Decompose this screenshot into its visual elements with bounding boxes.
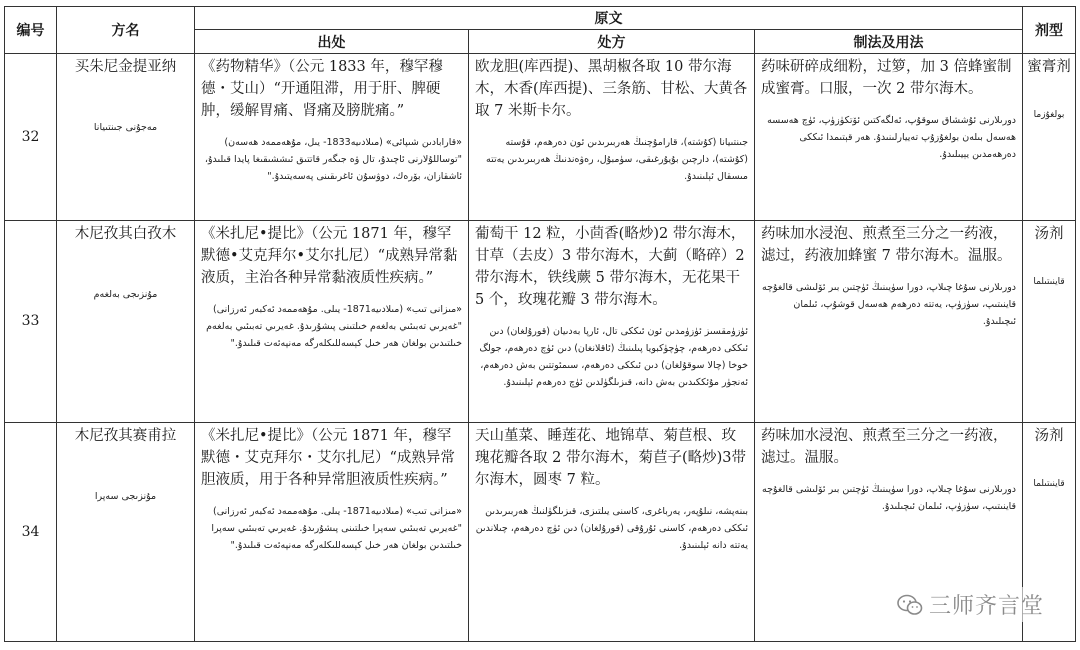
method-ug: دورىلارنى سۇغا چىلاپ، دورا سۈيىنىڭ ئۈچتىن بىر ئۆلىشى قالغۇچە قاينىتىپ، سۈزۈپ، ئىلمان ئىچىلىدۇ. bbox=[762, 483, 1017, 512]
method-zh: 药味加水浸泡、煎煮至三分之一药液，滤过。温服。 bbox=[761, 427, 1008, 466]
row-number: 33 bbox=[5, 221, 57, 422]
formula-name-cell bbox=[57, 422, 195, 642]
header-source: 出处 bbox=[195, 30, 469, 53]
header-form: 剂型 bbox=[1023, 7, 1076, 54]
header-name: 方名 bbox=[57, 7, 195, 54]
table-row bbox=[5, 221, 1076, 422]
method-cell bbox=[755, 53, 1023, 221]
formula-name-cell bbox=[57, 221, 195, 422]
form-cell bbox=[1023, 221, 1076, 422]
form-zh: 汤剂 bbox=[1034, 427, 1064, 444]
table-row bbox=[5, 53, 1076, 221]
row-number: 32 bbox=[5, 53, 57, 221]
method-zh: 药味加水浸泡、煎煮至三分之一药液，滤过，药液加蜂蜜 7 带尔海木。温服。 bbox=[761, 226, 1012, 265]
prescription-zh: 欧龙胆(库西提)、黑胡椒各取 10 带尔海木，木香(库西提)、三条筋、甘松、大黄各取 7 米斯卡尔。 bbox=[475, 58, 748, 119]
form-ug: بولغۇزما bbox=[1033, 109, 1065, 120]
source-cell bbox=[195, 53, 469, 221]
formula-name-ug: مۇنزىجى بەلغەم bbox=[93, 289, 158, 301]
prescription-ug: جىنتىيانا (كۇشتە)، قارامۇچنىڭ ھەربىرىدىن ئون دەرھەم، قۇستە (كۇشتە)، دارچىن بۇيۇرغىقى، سۈمبۇل، رەۋەندنىڭ ھەربىرىدىن يەتتە مىسقال ئېلىنىدۇ. bbox=[486, 136, 748, 182]
source-cell bbox=[195, 221, 469, 422]
header-number: 编号 bbox=[5, 7, 57, 54]
source-zh: 《米扎尼•提比》（公元 1871 年，穆罕默德•艾克拜尔•艾尔扎尼）“成熟异常黏液质，主治各种异常黏液质性疾病。” bbox=[201, 226, 458, 287]
header-prescription: 处方 bbox=[469, 30, 755, 53]
form-zh: 蜜膏剂 bbox=[1027, 58, 1071, 75]
prescription-ug: ئۈزۈمقسىز ئۈزۈمدىن ئون ئىككى تال، ئارپا بەدىيان (قورۇلغان) دىن ئىككى دەرھەم، چۈچۈكبويا پىلىنىڭ (ئاقلانغان) دىن ئۈچ دەرھەم، جولگ خوخا (چالا سوقۇلغان) دىن ئىككى دەرھەم، سىمئوتتىن بەش دەرھەم، ئەنجۈر مۇئككىدىن بەش دانە، قىزىلگۈلدىن ئۈچ دەرھەم ئېلىنىدۇ. bbox=[479, 326, 748, 389]
formula-name-ug: مۇنزىجى سەپرا bbox=[94, 490, 157, 502]
form-ug: قاينىتىلما bbox=[1033, 277, 1065, 288]
header-original: 原文 bbox=[195, 7, 1023, 30]
watermark-text: 三师齐言堂 bbox=[928, 594, 1044, 619]
form-ug: قاينىتىلما bbox=[1033, 478, 1065, 489]
wechat-icon bbox=[897, 594, 923, 616]
source-ug: «مىزانى تىب» (مىلادىيە1871- يىلى. مۇھەممەد ئەكبەر ئەرزانى) "غەيرىي تەبىئىي بەلغەم خىلتىنى پىشۇرىدۇ. غەيرىي تەبىئىي بەلغەم خىلتىدىن بولغان ھەر خىل كېسەللىكلەرگە مەنپەئەت قىلىدۇ." bbox=[206, 304, 462, 350]
prescription-cell bbox=[469, 221, 755, 422]
source-cell bbox=[195, 422, 469, 642]
form-cell bbox=[1023, 53, 1076, 221]
source-ug: «مىزانى تىب» (مىلادىيە1871- يىلى. مۇھەممەد ئەكبەر ئەرزانى) "غەيرىي تەبىئىي سەپرا خىلتىنى پىشۇرىدۇ. غەيرىي تەبىئىي سەپرا خىلتىدىن بولغان ھەر خىل كېسەللىكلەرگە مەنپەئەت قىلىدۇ." bbox=[211, 505, 462, 551]
method-zh: 药味研碎成细粉，过箩，加 3 倍蜂蜜制成蜜膏。口服，一次 2 带尔海木。 bbox=[761, 58, 1012, 97]
source-zh: 《药物精华》（公元 1833 年，穆罕穆德・艾山）“开通阻滞，用于肝、脾硬肿，缓解胃痛、肾痛及膀胱痛。” bbox=[201, 58, 443, 119]
method-cell bbox=[755, 221, 1023, 422]
row-number: 34 bbox=[5, 422, 57, 642]
prescription-zh: 葡萄干 12 粒，小茴香(略炒)2 带尔海木，甘草（去皮）3 带尔海木，大蓟（略碎）2 带尔海木，铁线蕨 5 带尔海木，无花果干5 个，玫瑰花瓣 3 带尔海木。 bbox=[475, 226, 746, 309]
formula-table bbox=[4, 6, 1076, 642]
watermark bbox=[893, 587, 1048, 622]
formula-name-zh: 买朱尼金提亚纳 bbox=[74, 58, 177, 75]
prescription-cell bbox=[469, 422, 755, 642]
method-ug: دورىلارنى سۇغا چىلاپ، دورا سۈيىنىڭ ئۈچتىن بىر ئۆلىشى قالغۇچە قاينىتىپ، سۈزۈپ، يەتتە دەرھەم ھەسەل قوشۇپ، ئىلمان ئىچىلىدۇ. bbox=[762, 282, 1017, 328]
method-ug: دورىلارنى ئۇششاق سوقۇپ، ئەلگەكتىن ئۆتكۈزۈپ، ئۈچ ھەسسە ھەسەل بىلەن بولغۇزۇپ تەييارلىنىدۇ. ھەر قېتىمدا ئىككى دەرھەمدىن يېيىلىدۇ. bbox=[767, 114, 1017, 160]
formula-name-cell bbox=[57, 53, 195, 221]
prescription-ug: بىنەپشە، نىلۇپەر، يەرباغرى، كاسنى يىلتىزى، قىزىلگۈلنىڭ ھەربىرىدىن ئىككى دەرھەم، كاسنى ئۇرۇقى (قورۇلغان) دىن ئۈچ دەرھەم، چىلاندىن يەتتە دانە ئېلىنىدۇ. bbox=[475, 505, 748, 551]
prescription-cell bbox=[469, 53, 755, 221]
formula-name-ug: مەجۇنى جىنتىيانا bbox=[93, 121, 158, 133]
form-zh: 汤剂 bbox=[1034, 226, 1064, 243]
prescription-zh: 天山堇菜、睡莲花、地锦草、菊苣根、玫瑰花瓣各取 2 带尔海木，菊苣子(略炒)3带尔海木，圆枣 7 粒。 bbox=[475, 427, 746, 488]
formula-name-zh: 木尼孜其赛甫拉 bbox=[74, 427, 177, 444]
formula-name-zh: 木尼孜其白孜木 bbox=[74, 226, 177, 243]
source-zh: 《米扎尼•提比》（公元 1871 年，穆罕默德・艾克拜尔・艾尔扎尼）“成熟异常胆液质，用于各种异常胆液质性疾病。” bbox=[201, 427, 455, 488]
header-method: 制法及用法 bbox=[755, 30, 1023, 53]
source-ug: «قارابادىن شىپائى» (مىلادىيە1833- يىل، مۇھەممەد ھەسەن) "توساللۇلارنى ئاچىدۇ، تال ۋە جىگەر قاتتىق ئىششىقىغا پايدا قىلىدۇ، ئاشقازان، بۆرەك، دوۋسۇن ئاغرىقىنى پەسەيتىدۇ." bbox=[204, 136, 462, 182]
